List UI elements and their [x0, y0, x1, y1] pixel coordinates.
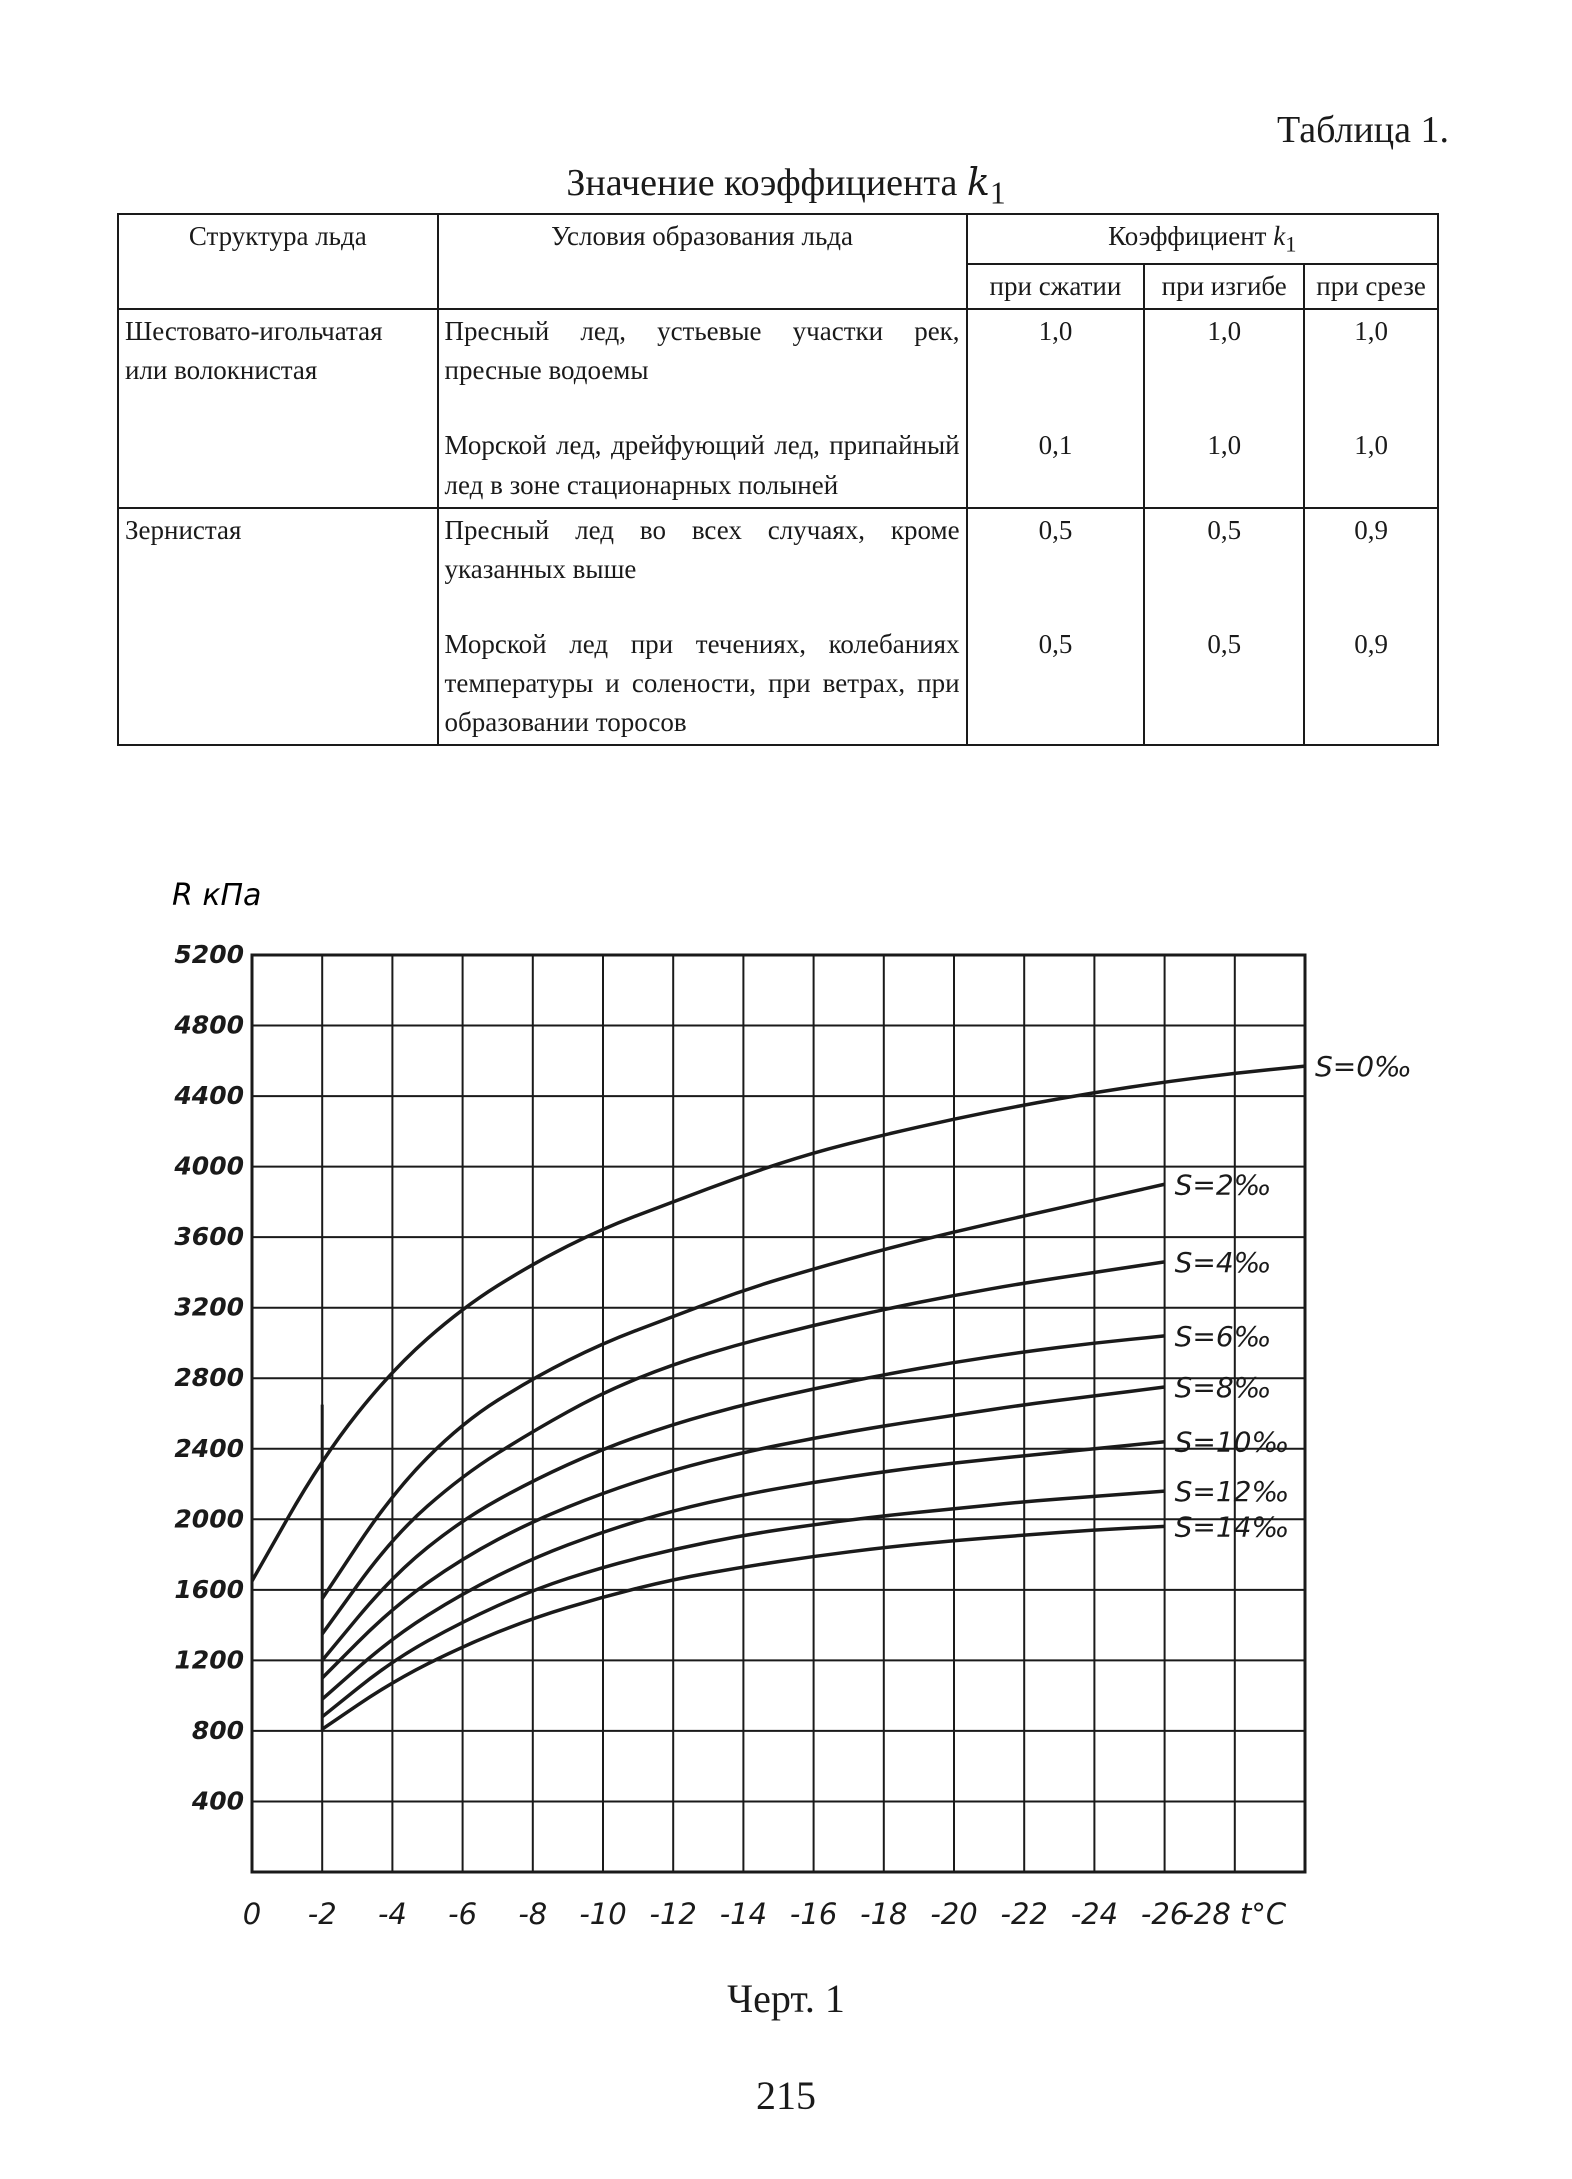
chart-grid — [252, 955, 1305, 1872]
y-tick-label: 2000 — [174, 1504, 244, 1534]
y-axis-ticks — [173, 940, 244, 1815]
cell-shear: 0,9 — [1304, 508, 1438, 591]
cell-structure: Шестовато-игольчатая или волокнистая — [118, 309, 438, 392]
header-structure: Структура льда — [118, 214, 438, 309]
x-tick-label: -10 — [579, 1897, 627, 1931]
y-tick-label: 4400 — [174, 1081, 244, 1111]
cell-structure: Зернистая — [118, 508, 438, 591]
y-tick-label: 2400 — [174, 1433, 244, 1463]
curve-label: S=0‰ — [1315, 1050, 1412, 1084]
header-coefficient-subscript: 1 — [1285, 231, 1297, 257]
curve-label: S=6‰ — [1174, 1319, 1272, 1353]
y-tick-label: 3200 — [174, 1292, 244, 1322]
figure-caption: Черт. 1 — [727, 1976, 845, 2021]
cell-conditions: Морской лед, дрейфующий лед, припайный лед в зоне стационарных полыней — [438, 392, 967, 507]
cell-compression: 0,5 — [967, 591, 1145, 745]
header-shear: при срезе — [1304, 264, 1438, 309]
x-axis-ticks — [243, 1897, 1287, 1931]
x-tick-label: -16 — [789, 1897, 838, 1931]
y-tick-label: 1600 — [174, 1574, 244, 1604]
y-tick-label: 2800 — [174, 1363, 244, 1393]
x-tick-label: -20 — [930, 1897, 978, 1931]
cell-bending: 0,5 — [1144, 508, 1304, 591]
curve-label: S=10‰ — [1174, 1425, 1290, 1459]
curve-line — [252, 1066, 1305, 1581]
x-tick-label: -22 — [1000, 1897, 1048, 1931]
x-tick-label: -2 — [307, 1897, 337, 1931]
cell-bending: 0,5 — [1144, 591, 1304, 745]
cell-compression: 1,0 — [967, 309, 1145, 392]
curve-label: S=8‰ — [1174, 1371, 1272, 1405]
x-tick-label: -28 t°C — [1183, 1897, 1287, 1931]
header-coefficient-symbol: k — [1273, 221, 1286, 251]
table-title-symbol: k — [966, 160, 990, 204]
x-tick-label: -24 — [1070, 1897, 1119, 1931]
cell-conditions: Морской лед при течениях, колебаниях температуры и солености, при ветрах, при образовании торосов — [438, 591, 967, 745]
table-title-subscript: 1 — [989, 175, 1006, 211]
table-title-text: Значение коэффициента — [566, 162, 967, 204]
y-tick-label: 4800 — [174, 1010, 244, 1040]
cell-conditions: Пресный лед, устьевые участки рек, пресные водоемы — [438, 309, 967, 392]
x-tick-label: 0 — [242, 1897, 262, 1931]
cell-compression: 0,5 — [967, 508, 1145, 591]
x-tick-label: -14 — [719, 1897, 768, 1931]
x-tick-label: -4 — [377, 1897, 407, 1931]
cell-shear: 0,9 — [1304, 591, 1438, 745]
y-tick-label: 400 — [191, 1786, 244, 1816]
x-tick-label: -12 — [649, 1897, 697, 1931]
y-tick-label: 4000 — [174, 1151, 244, 1181]
x-tick-label: -26 — [1140, 1897, 1189, 1931]
cell-bending: 1,0 — [1144, 309, 1304, 392]
y-axis-label: R кПа — [172, 878, 262, 913]
page-number: 215 — [756, 2073, 816, 2118]
header-conditions: Условия образования льда — [438, 214, 967, 309]
x-tick-label: -18 — [860, 1897, 908, 1931]
y-tick-label: 1200 — [174, 1645, 244, 1675]
x-tick-label: -6 — [448, 1897, 478, 1931]
cell-conditions: Пресный лед во всех случаях, кроме указанных выше — [438, 508, 967, 591]
y-tick-label: 5200 — [174, 940, 244, 969]
y-tick-label: 3600 — [174, 1222, 244, 1252]
header-coefficient-text: Коэффициент — [1108, 221, 1274, 251]
curve-label: S=4‰ — [1174, 1245, 1272, 1279]
table-number-label: Таблица 1. — [1276, 109, 1449, 151]
curve-label: S=2‰ — [1174, 1168, 1272, 1202]
y-tick-label: 800 — [191, 1715, 244, 1745]
curve-label: S=12‰ — [1174, 1475, 1290, 1509]
cell-shear: 1,0 — [1304, 392, 1438, 507]
plot-frame — [252, 955, 1305, 1872]
cell-shear: 1,0 — [1304, 309, 1438, 392]
cell-bending: 1,0 — [1144, 392, 1304, 507]
header-bending: при изгибе — [1144, 264, 1304, 309]
curve-labels — [1175, 1050, 1412, 1543]
cell-compression: 0,1 — [967, 392, 1145, 507]
curve-label: S=14‰ — [1174, 1510, 1290, 1544]
header-compression: при сжатии — [967, 264, 1145, 309]
x-tick-label: -8 — [518, 1897, 548, 1931]
